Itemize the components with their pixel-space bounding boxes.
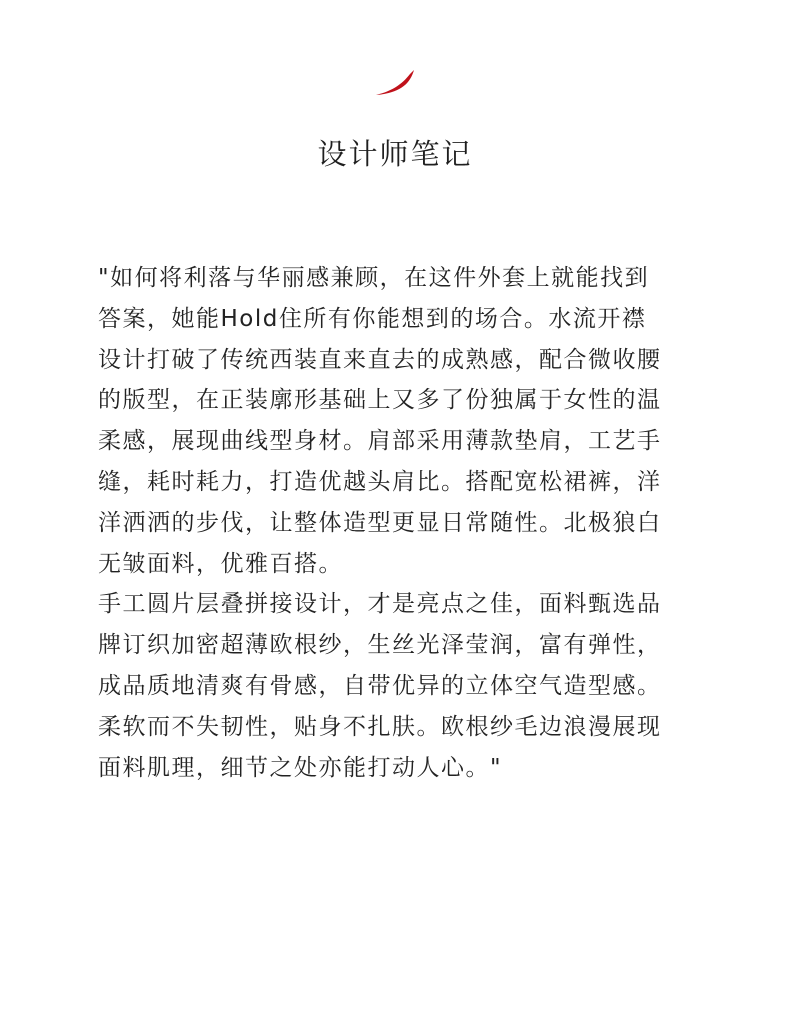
note-line: 设计打破了传统西装直来直去的成熟感，配合微收腰 — [98, 346, 662, 373]
page-title: 设计师笔记 — [317, 137, 473, 171]
note-line: 的版型，在正装廓形基础上又多了份独属于女性的温 — [98, 387, 662, 414]
designer-notes-body — [98, 258, 698, 788]
note-line: 答案，她能Hold住所有你能想到的场合。水流开襟 — [98, 305, 647, 332]
note-line: 洋洒洒的步伐，让整体造型更显日常随性。北极狼白 — [98, 509, 662, 536]
note-line: 牌订织加密超薄欧根纱，生丝光泽莹润，富有弹性， — [98, 632, 662, 659]
red-petal-icon — [370, 68, 420, 98]
note-line: 手工圆片层叠拼接设计，才是亮点之佳，面料甄选品 — [98, 591, 662, 618]
note-line: 无皱面料，优雅百搭。 — [98, 550, 343, 577]
note-line: 柔感，展现曲线型身材。肩部采用薄款垫肩，工艺手 — [98, 428, 662, 455]
note-line: 柔软而不失韧性，贴身不扎肤。欧根纱毛边浪漫展现 — [98, 713, 662, 740]
note-line: 面料肌理，细节之处亦能打动人心。" — [98, 754, 503, 781]
note-line: 成品质地清爽有骨感，自带优异的立体空气造型感。 — [98, 672, 662, 699]
note-line: 缝，耗时耗力，打造优越头肩比。搭配宽松裙裤，洋 — [98, 468, 662, 495]
note-line: "如何将利落与华丽感兼顾，在这件外套上就能找到 — [98, 265, 650, 291]
